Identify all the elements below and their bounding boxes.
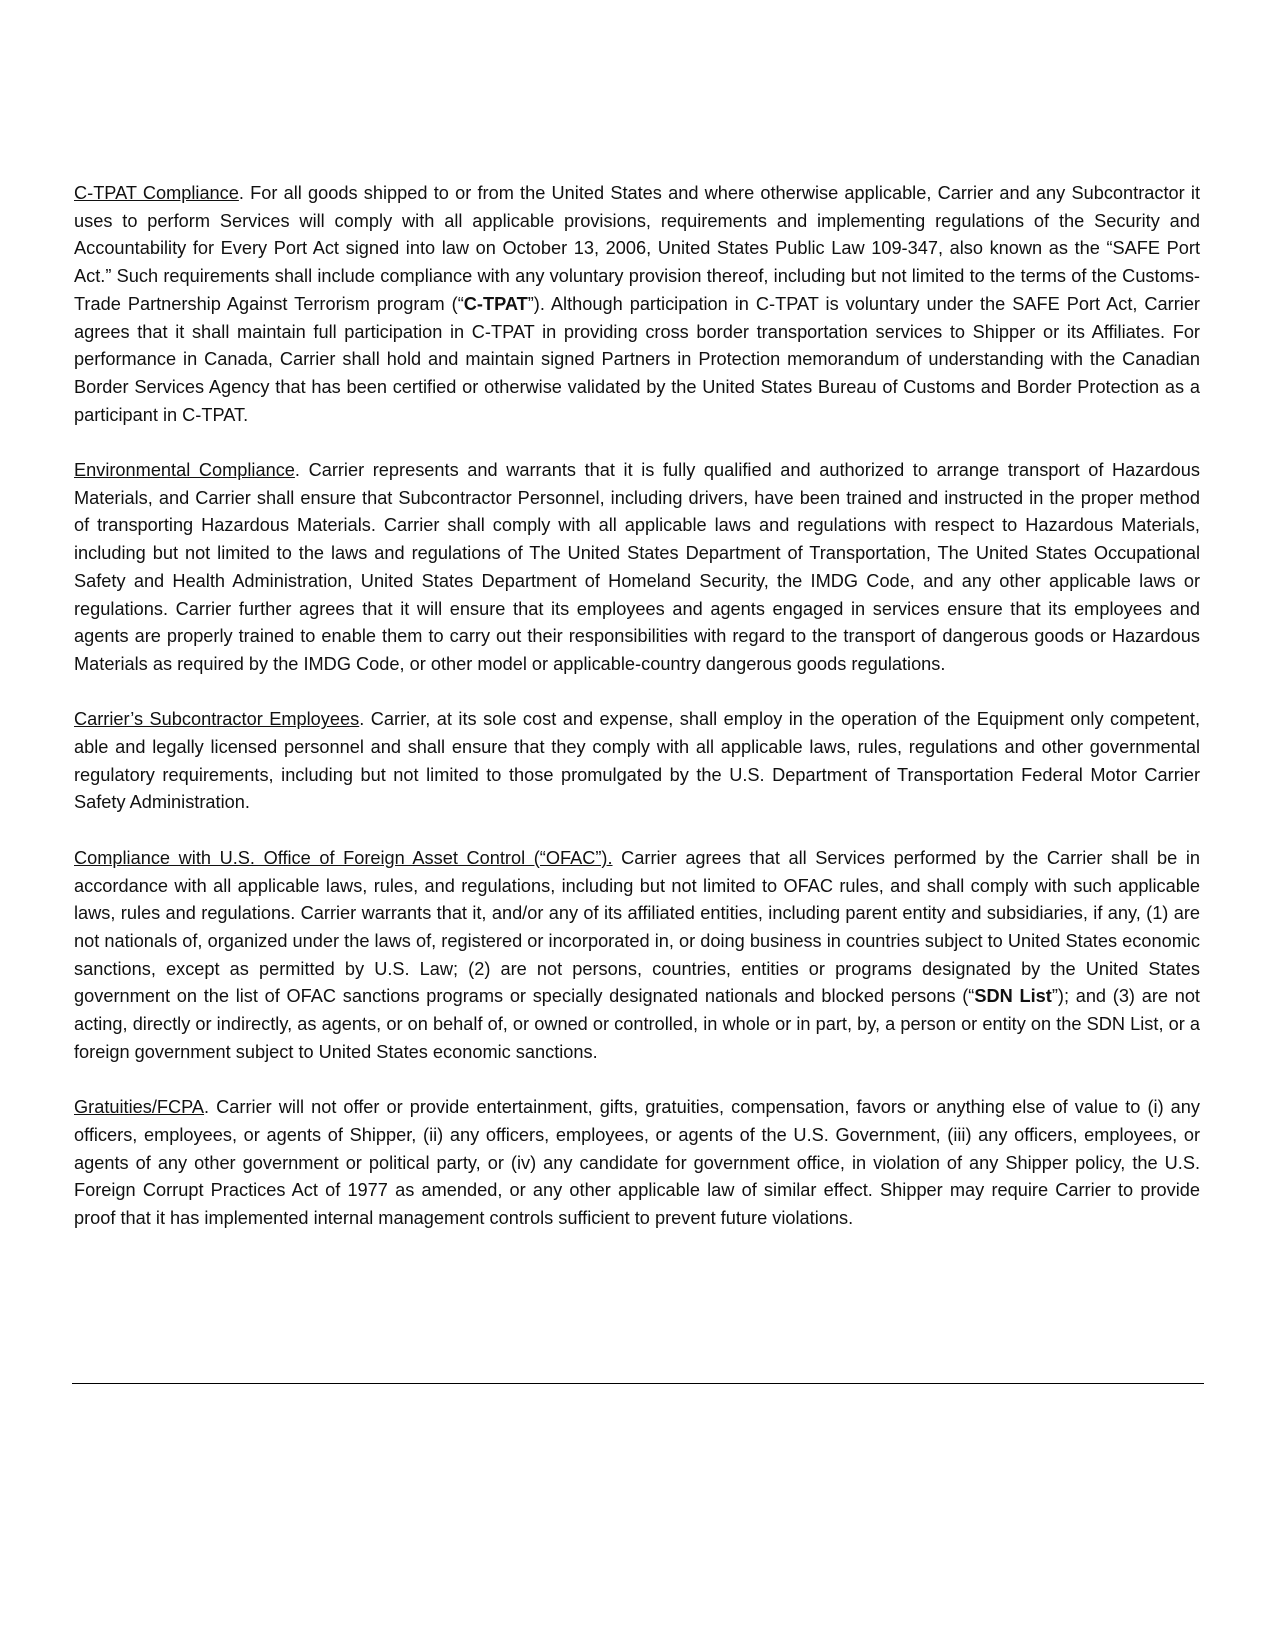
document-body <box>74 180 1200 1260</box>
section-text: Carrier agrees that all Services performed by the Carrier shall be in accordance with all applicable laws, rules, and regulations, including but not limited to OFAC rules, and shall comply with such applicable laws, rules and regulations. Carrier warrants that it, and/or any of its affiliated entities, including parent entity and subsidiaries, if any, (1) are not nationals of, organized under the laws of, registered or incorporated in, or doing business in countries subject to United States economic sanctions, except as permitted by U.S. Law; (2) are not persons, countries, entities or programs designated by the United States government on the list of OFAC sanctions programs or specially designated nationals and blocked persons (“ <box>74 847 1201 1007</box>
defined-term: C-TPAT <box>463 293 528 314</box>
section-heading: C-TPAT Compliance <box>74 183 239 203</box>
section-heading: Environmental Compliance <box>74 460 295 481</box>
section-gratuities-fcpa <box>74 1094 1200 1233</box>
section-heading: Gratuities/FCPA <box>74 1097 205 1118</box>
section-text: . Carrier will not offer or provide entertainment, gifts, gratuities, compensation, favors or anything else of value to (i) any officers, employees, or agents of Shipper, (ii) any officers, employees, or agents of the U.S. Government, (iii) any officers, employees, or agents of any other government or political party, or (iv) any candidate for government office, in violation of any Shipper policy, the U.S. Foreign Corrupt Practices Act of 1977 as amended, or any other applicable law of similar effect. Shipper may require Carrier to provide proof that it has implemented internal management controls sufficient to prevent future violations. <box>74 1097 1200 1228</box>
defined-term: SDN List <box>974 986 1052 1007</box>
section-subcontractor-employees <box>74 706 1200 817</box>
horizontal-rule <box>72 1383 1204 1384</box>
section-ctpat-compliance <box>74 180 1200 429</box>
section-text: . Carrier, at its sole cost and expense, shall employ in the operation of the Equipment only competent, able and legally licensed personnel and shall ensure that they comply with all applicable laws, rules, regulations and other governmental regulatory requirements, including but not limited to those promulgated by the U.S. Department of Transportation Federal Motor Carrier Safety Administration. <box>74 709 1201 813</box>
section-text: ”); and (3) are not acting, directly or indirectly, as agents, or on behalf of, or owned or controlled, in whole or in part, by, a person or entity on the SDN List, or a foreign government subject to United States economic sanctions. <box>74 986 1200 1062</box>
section-environmental-compliance <box>74 457 1200 679</box>
section-text: . Carrier represents and warrants that it is fully qualified and authorized to arrange transport of Hazardous Materials, and Carrier shall ensure that Subcontractor Personnel, including drivers, have been trained and instructed in the proper method of transporting Hazardous Materials. Carrier shall comply with all applicable laws and regulations with respect to Hazardous Materials, including but not limited to the laws and regulations of The United States Department of Transportation, The United States Occupational Safety and Health Administration, United States Department of Homeland Security, the IMDG Code, and any other applicable laws or regulations. Carrier further agrees that it will ensure that its employees and agents engaged in services ensure that its employees and agents are properly trained to enable them to carry out their responsibilities with regard to the transport of dangerous goods or Hazardous Materials as required by the IMDG Code, or other model or applicable-country dangerous goods regulations. <box>74 460 1200 674</box>
section-text: . For all goods shipped to or from the United States and where otherwise applicable, Carrier and any Subcontractor it uses to perform Services will comply with all applicable provisions, requirements and implementing regulations of the Security and Accountability for Every Port Act signed into law on October 13, 2006, United States Public Law 109-347, also known as the “SAFE Port Act.” Such requirements shall include compliance with any voluntary provision thereof, including but not limited to the terms of the Customs-Trade Partnership Against Terrorism program (“ <box>74 183 1200 314</box>
section-ofac-compliance <box>74 845 1200 1067</box>
section-heading: Compliance with U.S. Office of Foreign Asset Control (“OFAC”). <box>74 847 613 868</box>
section-heading: Carrier’s Subcontractor Employees <box>74 709 360 730</box>
section-text: ”). Although participation in C-TPAT is voluntary under the SAFE Port Act, Carrier agrees that it shall maintain full participation in C-TPAT in providing cross border transportation services to Shipper or its Affiliates. For performance in Canada, Carrier shall hold and maintain signed Partners in Protection memorandum of understanding with the Canadian Border Services Agency that has been certified or otherwise validated by the United States Bureau of Customs and Border Protection as a participant in C-TPAT. <box>74 293 1200 425</box>
